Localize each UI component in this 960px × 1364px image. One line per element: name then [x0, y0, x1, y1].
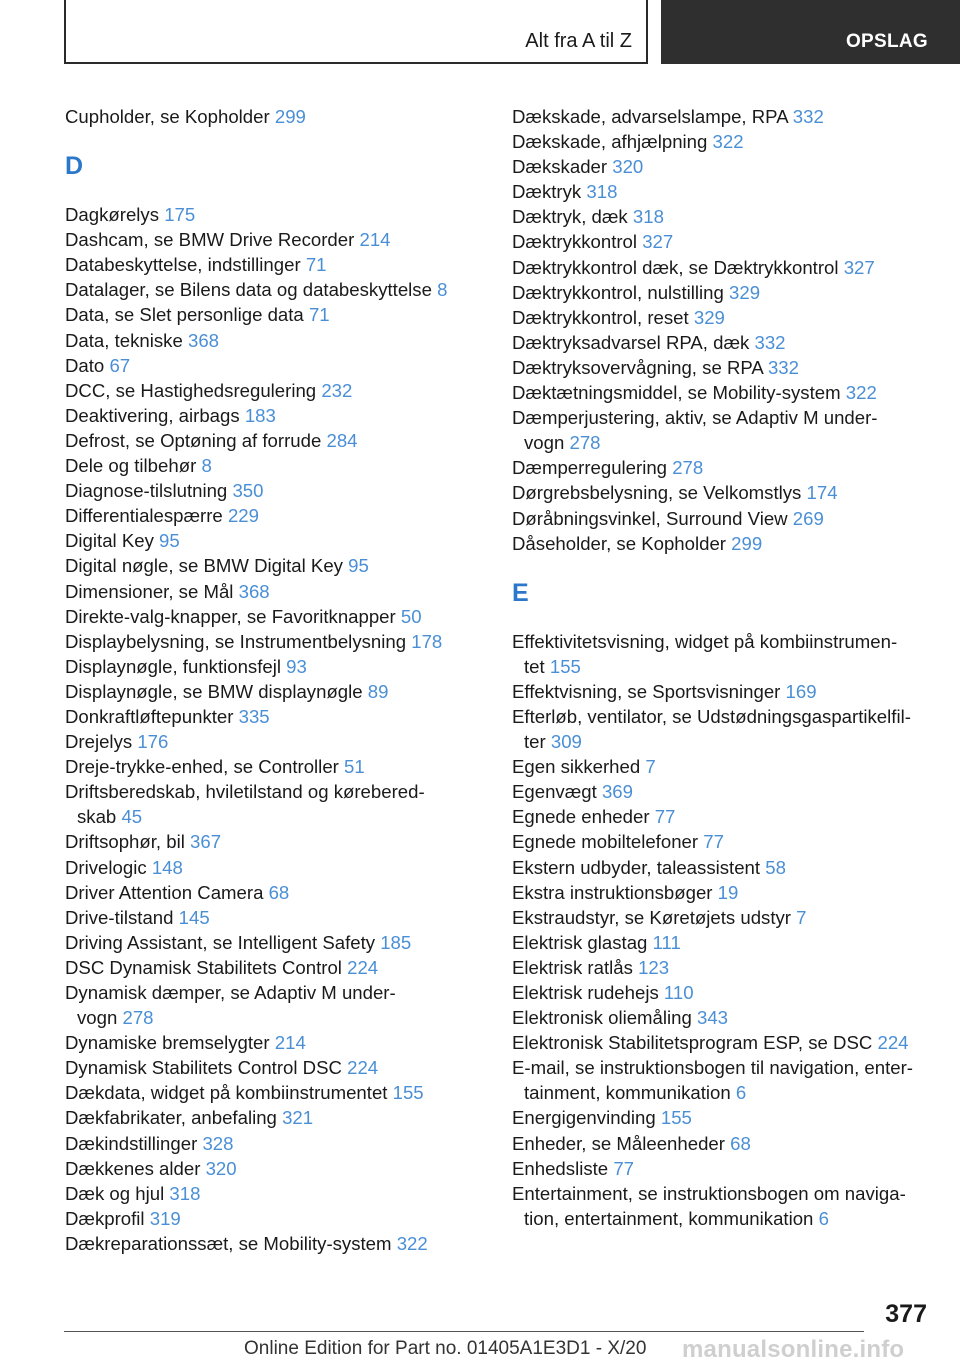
index-entry-page-link[interactable]: 169 [785, 680, 817, 702]
index-entry [512, 455, 932, 480]
index-entry [512, 829, 932, 854]
watermark: manualsonline.info [682, 1336, 905, 1363]
right-top-entries [512, 104, 932, 556]
index-entry-page-link[interactable]: 95 [159, 530, 180, 552]
index-entry-text: Elektrisk ratlås [512, 956, 633, 978]
index-entry [65, 1131, 485, 1156]
index-entry [512, 355, 932, 380]
index-entry-page-link[interactable]: 71 [308, 304, 330, 326]
index-entry-text: Dæktrykkontrol, reset [512, 306, 689, 328]
index-entry-page-link[interactable]: 45 [121, 806, 143, 828]
index-entry [512, 1105, 932, 1130]
index-entry-text: Ekstern udbyder, taleassistent [512, 856, 761, 878]
index-entry-text: Elektrisk glastag [512, 931, 648, 953]
index-entry-text-continued: tet [524, 655, 545, 677]
index-entry-page-link[interactable]: 77 [654, 806, 676, 828]
index-entry-text-continued: ter [524, 731, 546, 753]
index-entry [65, 1105, 485, 1130]
index-entry-page-link[interactable]: 50 [400, 605, 422, 627]
index-entry [512, 405, 932, 455]
index-entry-text: Dæktrykkontrol dæk, se Dæktrykkontrol [512, 256, 839, 278]
index-entry-text: Differentialespærre [65, 505, 223, 527]
index-entry-text-continued: vogn [77, 1007, 118, 1029]
index-entry-page-link[interactable]: 214 [359, 229, 391, 251]
index-entry-text: Dagkørelys [65, 204, 160, 226]
index-entry [512, 855, 932, 880]
index-entry-page-link[interactable]: 318 [632, 206, 664, 228]
index-entry-page-link[interactable]: 322 [396, 1232, 428, 1254]
header-tab-box [661, 0, 960, 64]
index-entry-text: Dækfabrikater, anbefaling [65, 1107, 277, 1129]
index-entry-page-link[interactable]: 299 [731, 532, 763, 554]
index-entry-page-link[interactable]: 6 [735, 1082, 747, 1104]
index-entry-text: Effektvisning, se Sportsvisninger [512, 680, 781, 702]
index-entry-page-link[interactable]: 111 [652, 931, 681, 953]
index-entry [65, 729, 485, 754]
index-entry-page-link[interactable]: 278 [672, 457, 704, 479]
header-section-box [64, 0, 648, 64]
index-entry [512, 930, 932, 955]
index-entry-page-link[interactable]: 71 [305, 254, 327, 276]
index-entry-text: Datalager, se Bilens data og databeskyttelse [65, 279, 432, 301]
index-entry-page-link[interactable]: 224 [877, 1032, 909, 1054]
index-entry [65, 328, 485, 353]
left-entries [65, 202, 485, 1256]
index-entry-text: Dæmperregulering [512, 457, 668, 479]
index-entry-page-link[interactable]: 175 [164, 204, 196, 226]
index-entry-page-link[interactable]: 368 [238, 580, 270, 602]
index-entry [512, 754, 932, 779]
index-entry [65, 880, 485, 905]
index-entry [512, 679, 932, 704]
index-entry-text: Elektronisk oliemåling [512, 1007, 692, 1029]
index-entry-page-link[interactable]: 322 [845, 382, 877, 404]
header-section-title: Alt fra A til Z [525, 30, 632, 52]
left-top-entries [65, 104, 485, 129]
index-entry-page-link[interactable]: 7 [796, 906, 807, 928]
index-entry-page-link[interactable]: 77 [613, 1157, 634, 1179]
index-entry [512, 179, 932, 204]
index-entry-page-link[interactable]: 51 [344, 756, 365, 778]
index-entry-page-link[interactable]: 214 [274, 1032, 306, 1054]
index-entry [65, 704, 485, 729]
index-entry-page-link[interactable]: 178 [411, 630, 443, 652]
index-entry-page-link[interactable]: 224 [347, 1057, 379, 1079]
index-entry-page-link[interactable]: 369 [601, 781, 633, 803]
index-entry [512, 980, 932, 1005]
index-entry-page-link[interactable]: 309 [550, 731, 582, 753]
index-entry [65, 604, 485, 629]
index-entry-text: Diagnose-tilslutning [65, 480, 228, 502]
index-entry-page-link[interactable]: 284 [326, 429, 358, 451]
index-entry-page-link[interactable]: 8 [201, 455, 212, 477]
index-entry-page-link[interactable]: 6 [818, 1207, 829, 1229]
index-entry [512, 305, 932, 330]
index-entry-text: Driftsberedskab, hviletilstand og kørebered- [65, 781, 425, 803]
index-entry [512, 779, 932, 804]
index-entry [65, 754, 485, 779]
index-entry-text: Dynamiske bremselygter [65, 1032, 270, 1054]
index-entry [512, 229, 932, 254]
index-entry [65, 302, 485, 327]
index-entry [512, 480, 932, 505]
index-entry-text: Databeskyttelse, indstillinger [65, 254, 301, 276]
index-entry [512, 330, 932, 355]
index-entry-text: Enhedsliste [512, 1157, 609, 1179]
index-entry [512, 129, 932, 154]
index-column-left [65, 104, 485, 1256]
index-entry-page-link[interactable]: 367 [190, 831, 222, 853]
index-entry-page-link[interactable]: 95 [348, 555, 369, 577]
index-entry-page-link[interactable]: 350 [232, 480, 264, 502]
index-entry-text: Egen sikkerhed [512, 756, 641, 778]
index-entry-page-link[interactable]: 329 [729, 281, 761, 303]
index-entry-text: Displaynøgle, funktionsfejl [65, 655, 281, 677]
index-entry-text: Dækindstillinger [65, 1132, 198, 1154]
index-entry-page-link[interactable]: 329 [693, 306, 725, 328]
index-entry [512, 506, 932, 531]
index-entry [65, 428, 485, 453]
index-entry-page-link[interactable]: 278 [569, 432, 601, 454]
index-entry-text: Data, se Slet personlige data [65, 304, 304, 326]
index-entry [65, 403, 485, 428]
index-entry [512, 380, 932, 405]
section-letter-e: E [512, 578, 529, 607]
index-entry-text: Dele og tilbehør [65, 455, 197, 477]
index-entry-text: Digital Key [65, 530, 154, 552]
index-entry-text: Dæktryk, dæk [512, 206, 628, 228]
index-entry-text: Cupholder, se Kopholder [65, 106, 270, 127]
index-entry-page-link[interactable]: 318 [169, 1182, 201, 1204]
index-entry [65, 252, 485, 277]
index-column-right [512, 104, 932, 1231]
index-entry [65, 930, 485, 955]
index-entry [512, 1181, 932, 1231]
index-entry-text: Dæk og hjul [65, 1182, 165, 1204]
index-entry-text: Displaynøgle, se BMW displaynøgle [65, 680, 363, 702]
index-entry-page-link[interactable]: 19 [717, 881, 739, 903]
index-entry-page-link[interactable]: 58 [765, 856, 786, 878]
index-entry-text-continued: skab [77, 806, 117, 828]
index-entry [65, 553, 485, 578]
index-entry-text: Dækdata, widget på kombiinstrumentet [65, 1082, 388, 1104]
index-entry-text: Direkte-valg-knapper, se Favoritknapper [65, 605, 396, 627]
index-entry-page-link[interactable]: 229 [227, 505, 259, 527]
index-entry-text: Dashcam, se BMW Drive Recorder [65, 229, 355, 251]
index-entry [65, 579, 485, 604]
footer-edition-text: Online Edition for Part no. 01405A1E3D1 - X/20 [244, 1338, 647, 1359]
index-entry-text: Digital nøgle, se BMW Digital Key [65, 555, 343, 577]
index-entry-text: DCC, se Hastighedsregulering [65, 379, 317, 401]
index-entry-text: Dækreparationssæt, se Mobility-system [65, 1232, 392, 1254]
index-entry [65, 1156, 485, 1181]
index-entry-page-link[interactable]: 368 [188, 329, 220, 351]
index-entry-page-link[interactable]: 327 [843, 256, 875, 278]
index-entry-page-link[interactable]: 77 [703, 831, 724, 853]
index-entry [512, 955, 932, 980]
index-entry [512, 905, 932, 930]
index-entry-page-link[interactable]: 68 [730, 1132, 751, 1154]
index-entry-text: Defrost, se Optøning af forrude [65, 429, 322, 451]
index-entry-text: Døråbningsvinkel, Surround View [512, 507, 788, 529]
index-entry-page-link[interactable]: 343 [697, 1007, 729, 1029]
index-entry [512, 1156, 932, 1181]
index-entry-text: Dæktryksadvarsel RPA, dæk [512, 331, 750, 353]
index-entry [65, 1030, 485, 1055]
index-entry [65, 980, 485, 1030]
index-entry [65, 378, 485, 403]
index-entry [65, 905, 485, 930]
index-entry [65, 453, 485, 478]
index-entry-page-link[interactable]: 322 [712, 131, 744, 153]
index-entry-text: Dæmperjustering, aktiv, se Adaptiv M under- [512, 407, 878, 429]
index-entry-text: Dæktryk [512, 181, 582, 203]
index-entry [65, 1231, 485, 1256]
index-entry [65, 1181, 485, 1206]
index-entry [512, 1055, 932, 1105]
index-entry [65, 104, 485, 129]
index-entry-text: Efterløb, ventilator, se Udstødningsgaspartikelfil- [512, 705, 911, 727]
index-entry-text: Dæktrykkontrol, nulstilling [512, 281, 724, 303]
index-entry-page-link[interactable]: 327 [642, 231, 674, 253]
index-entry-text: Dækskader [512, 156, 608, 178]
index-entry-text: Egenvægt [512, 781, 597, 803]
index-entry-text: Egnede mobiltelefoner [512, 831, 699, 853]
index-entry-text: Dato [65, 354, 105, 376]
index-entry-text-continued: tion, entertainment, kommunikation [524, 1207, 814, 1229]
index-entry-page-link[interactable]: 148 [151, 856, 183, 878]
index-entry [512, 1030, 932, 1055]
index-entry-page-link[interactable]: 319 [149, 1207, 181, 1229]
index-entry-text: Displaybelysning, se Instrumentbelysning [65, 630, 407, 652]
index-entry-text: Ekstraudstyr, se Køretøjets udstyr [512, 906, 791, 928]
index-entry [65, 503, 485, 528]
index-entry-page-link[interactable]: 185 [380, 931, 412, 953]
index-entry-page-link[interactable]: 155 [660, 1107, 692, 1129]
index-entry-page-link[interactable]: 299 [274, 106, 306, 127]
index-entry-page-link[interactable]: 155 [392, 1082, 424, 1104]
index-entry-text: Egnede enheder [512, 806, 650, 828]
index-entry-page-link[interactable]: 89 [367, 680, 389, 702]
footer-divider [64, 1331, 864, 1332]
index-entry-page-link[interactable]: 232 [321, 379, 353, 401]
index-entry [512, 531, 932, 556]
index-entry-text: Dåseholder, se Kopholder [512, 532, 726, 554]
index-entry-text: Dreje-trykke-enhed, se Controller [65, 756, 339, 778]
index-entry-text: Drive-tilstand [65, 906, 174, 928]
index-entry [512, 1131, 932, 1156]
index-entry [512, 880, 932, 905]
index-entry [65, 779, 485, 829]
index-entry [65, 1206, 485, 1231]
index-entry-page-link[interactable]: 332 [792, 106, 824, 127]
index-entry-text-continued: tainment, kommunikation [524, 1082, 731, 1104]
index-entry-text: Driftsophør, bil [65, 831, 185, 853]
index-entry-text: Data, tekniske [65, 329, 183, 351]
index-entry-text: Donkraftløftepunkter [65, 705, 234, 727]
index-entry-page-link[interactable]: 176 [137, 731, 169, 753]
index-entry-page-link[interactable]: 320 [612, 156, 644, 178]
index-entry-page-link[interactable]: 224 [347, 956, 379, 978]
index-entry [65, 955, 485, 980]
index-entry [65, 855, 485, 880]
index-entry-page-link[interactable]: 110 [663, 982, 694, 1003]
index-entry-text-continued: vogn [524, 432, 565, 454]
index-entry-page-link[interactable]: 123 [638, 956, 670, 978]
index-entry-text: E-mail, se instruktionsbogen til navigation, enter- [512, 1057, 914, 1079]
index-entry [65, 478, 485, 503]
index-entry-page-link[interactable]: 278 [122, 1007, 154, 1029]
index-entry-text: Entertainment, se instruktionsbogen om naviga- [512, 1182, 906, 1204]
index-entry [65, 829, 485, 854]
index-entry-text: Energigenvinding [512, 1107, 656, 1129]
index-entry-text: Dækskade, advarselslampe, RPA [512, 106, 788, 127]
index-entry-text: Deaktivering, airbags [65, 404, 240, 426]
index-entry [512, 804, 932, 829]
index-entry-text: Dækprofil [65, 1207, 145, 1229]
index-entry [65, 679, 485, 704]
index-entry-text: Dæktryksovervågning, se RPA [512, 356, 763, 378]
index-entry-text: Dækkenes alder [65, 1157, 201, 1179]
index-entry [512, 704, 932, 754]
index-entry [65, 1080, 485, 1105]
index-entry-text: Dæktætningsmiddel, se Mobility-system [512, 382, 841, 404]
index-entry-text: Elektrisk rudehejs [512, 982, 659, 1003]
right-entries [512, 629, 932, 1231]
index-entry-page-link[interactable]: 321 [282, 1107, 314, 1129]
index-entry [65, 654, 485, 679]
index-entry [65, 202, 485, 227]
index-entry [65, 629, 485, 654]
index-entry-page-link[interactable]: 174 [806, 482, 838, 504]
index-entry-text: Dynamisk Stabilitets Control DSC [65, 1057, 342, 1079]
index-entry-text: Enheder, se Måleenheder [512, 1132, 725, 1154]
index-entry-text: Drejelys [65, 731, 133, 753]
index-entry-page-link[interactable]: 145 [178, 906, 210, 928]
index-entry [512, 255, 932, 280]
index-entry-page-link[interactable]: 8 [437, 279, 448, 301]
page-number: 377 [885, 1300, 927, 1328]
index-entry-text: Dørgrebsbelysning, se Velkomstlys [512, 482, 802, 504]
index-entry [65, 277, 485, 302]
index-entry-page-link[interactable]: 68 [268, 881, 290, 903]
index-entry-page-link[interactable]: 155 [549, 655, 581, 677]
index-entry-text: Driving Assistant, se Intelligent Safety [65, 931, 376, 953]
index-entry-page-link[interactable]: 320 [205, 1157, 237, 1179]
section-letter-d: D [65, 152, 84, 181]
index-entry [512, 1005, 932, 1030]
index-entry [512, 280, 932, 305]
index-entry-page-link[interactable]: 67 [109, 354, 131, 376]
index-entry-text: Effektivitetsvisning, widget på kombiinstrumen- [512, 630, 898, 652]
index-entry-page-link[interactable]: 332 [754, 331, 786, 353]
index-entry [65, 528, 485, 553]
index-entry [65, 1055, 485, 1080]
index-entry-text: Ekstra instruktionsbøger [512, 881, 713, 903]
index-entry [512, 629, 932, 679]
header-tab-label: OPSLAG [845, 31, 928, 52]
index-entry-text: Dimensioner, se Mål [65, 580, 234, 602]
index-entry-page-link[interactable]: 183 [244, 404, 276, 426]
index-entry [65, 227, 485, 252]
index-entry-page-link[interactable]: 269 [792, 507, 824, 529]
index-entry-page-link[interactable]: 332 [767, 356, 799, 378]
index-entry-text: Dynamisk dæmper, se Adaptiv M under- [65, 982, 396, 1003]
index-entry-text: DSC Dynamisk Stabilitets Control [65, 956, 342, 978]
index-entry-text: Drivelogic [65, 856, 147, 878]
index-entry-page-link[interactable]: 7 [645, 756, 656, 778]
index-entry [512, 104, 932, 129]
index-entry-page-link[interactable]: 93 [286, 655, 307, 677]
index-entry-text: Dækskade, afhjælpning [512, 131, 708, 153]
index-entry-text: Driver Attention Camera [65, 881, 264, 903]
index-entry [512, 154, 932, 179]
index-entry-page-link[interactable]: 328 [202, 1132, 234, 1154]
index-entry-text: Elektronisk Stabilitetsprogram ESP, se DSC [512, 1032, 873, 1054]
index-entry [512, 204, 932, 229]
index-entry-page-link[interactable]: 318 [586, 181, 618, 203]
index-entry-page-link[interactable]: 335 [238, 705, 270, 727]
index-entry [65, 353, 485, 378]
index-entry-text: Dæktrykkontrol [512, 231, 638, 253]
